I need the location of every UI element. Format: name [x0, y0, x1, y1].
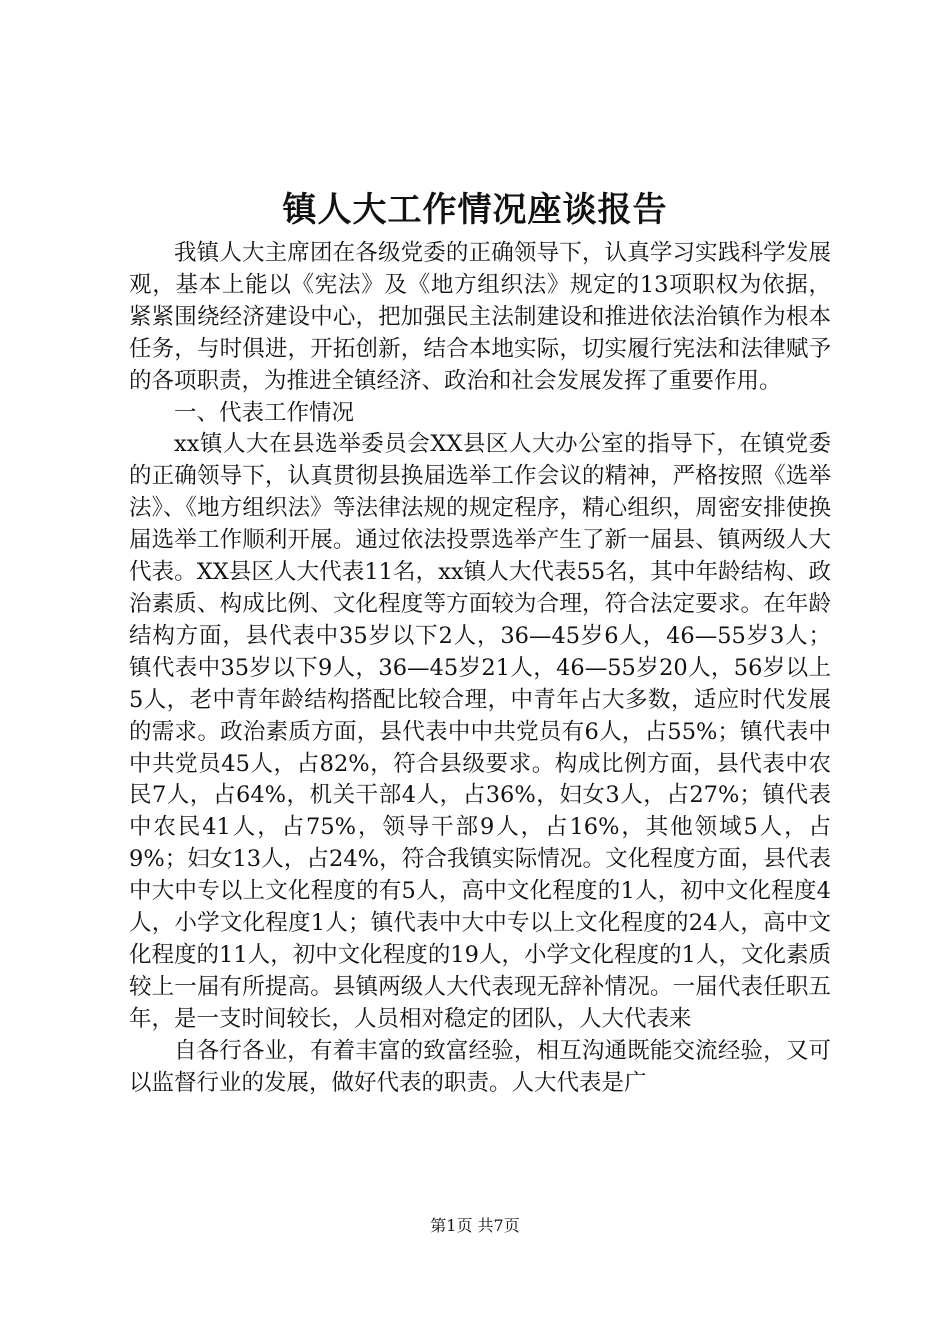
page-number-footer: 第1页 共7页 [430, 1216, 520, 1235]
paragraph-intro: 我镇人大主席团在各级党委的正确领导下，认真学习实践科学发展观，基本上能以《宪法》及《地方组织法》规定的13项职权为依据，紧紧围绕经济建设中心，把加强民主法制建设和推进依法治镇作为根本任务，与时俱进，开拓创新，结合本地实际，切实履行宪法和法律赋予的各项职责，为推进全镇经济、政治和社会发展发挥了重要作用。 [129, 240, 831, 394]
document-body [129, 238, 831, 1099]
paragraph-representatives: xx镇人大在县选举委员会XX县区人大办公室的指导下，在镇党委的正确领导下，认真贯彻县换届选举工作会议的精神，严格按照《选举法》、《地方组织法》等法律法规的规定程序，精心组织，周密安排使换届选举工作顺利开展。通过依法投票选举产生了新一届县、镇两级人大代表。XX县区人大代表11名，xx镇人大代表55名，其中年龄结构、政治素质、构成比例、文化程度等方面较为合理，符合法定要求。在年龄结构方面，县代表中35岁以下2人，36—45岁6人，46—55岁3人；镇代表中35岁以下9人，36—45岁21人，46—55岁20人，56岁以上5人，老中青年龄结构搭配比较合理，中青年占大多数，适应时代发展的需求。政治素质方面，县代表中中共党员有6人，占55%；镇代表中中共党员45人，占82%，符合县级要求。构成比例方面，县代表中农民7人，占64%，机关干部4人，占36%，妇女3人，占27%；镇代表中农民41人，占75%，领导干部9人，占16%，其他领域5人，占9%；妇女13人，占24%，符合我镇实际情况。文化程度方面，县代表中大中专以上文化程度的有5人，高中文化程度的1人，初中文化程度4人，小学文化程度1人；镇代表中大中专以上文化程度的24人，高中文化程度的11人，初中文化程度的19人，小学文化程度的1人，文化素质较上一届有所提高。县镇两级人大代表现无辞补情况。一届代表任职五年，是一支时间较长，人员相对稳定的团队，人大代表来 [129, 431, 831, 1032]
section-heading-representatives: 一、代表工作情况 [174, 399, 355, 426]
document-title: 镇人大工作情况座谈报告 [282, 190, 668, 230]
paragraph-continuation: 自各行各业，有着丰富的致富经验，相互沟通既能交流经验，又可以监督行业的发展，做好代表的职责。人大代表是广 [129, 1037, 831, 1096]
